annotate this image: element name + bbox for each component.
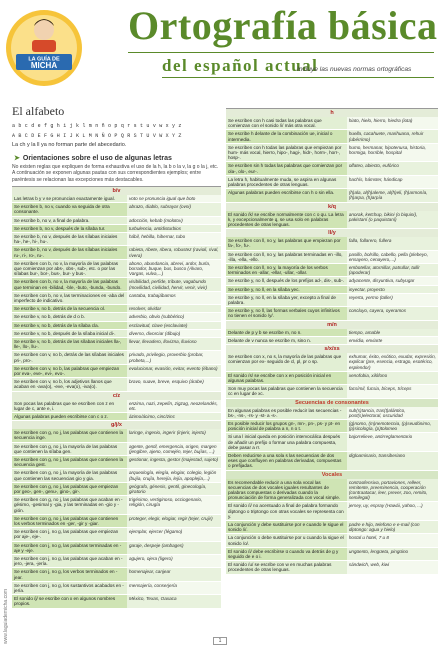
rule-example: adyacente, disyuntiva, subyugar xyxy=(347,277,438,284)
rule-example: visibilidad, perfide, tribute, vagabundo (movilidad, civilidad, hervir, venir, vivir) xyxy=(127,278,221,290)
rule-example: turbulencia, antidisturbios xyxy=(127,225,221,232)
rule-example: ejemplar, ejercer (légamo) xyxy=(127,528,221,540)
rule-row xyxy=(12,456,221,469)
rule-example: inyectar, proyecto xyxy=(347,286,438,293)
rule-row xyxy=(226,264,438,277)
alphabet-lower: a b c d e f g h i j k l m n ñ o p q r s t u v w x y z xyxy=(12,123,182,129)
rule-row xyxy=(12,313,221,321)
rule-row xyxy=(12,429,221,442)
rule-example: embotellar, atornillar, patrullar, tullir (apoderar) xyxy=(347,264,438,276)
header xyxy=(0,0,442,92)
rule-example: hábil, hebilla, hibernar, tubo xyxy=(127,233,221,245)
rule-example: envidia, enviarte xyxy=(347,337,438,344)
rule-example: resolver, olvidar xyxy=(127,305,221,312)
rule-text: Se escriben con g, no j, las palabras que contienen la secuencia inge. xyxy=(12,429,127,441)
rule-text: Delante de p y b se escribe m, no n. xyxy=(226,329,347,336)
rule-example: concluyo, cayera, oyeramos xyxy=(347,307,438,319)
rule-example: adocción, kebab (molotov) xyxy=(127,217,221,224)
rule-text: Se escriben con v, no b, los adjetivos llanos que acaban en -ava(o), -eve, -eva(o), -iva(o). xyxy=(12,378,127,390)
rule-text: Se escriben con g, no j, la mayoría de las palabras que contienen las secuencias gio y gia. xyxy=(12,469,127,481)
rule-row xyxy=(226,211,438,230)
orientaciones-title: Orientaciones sobre el uso de algunas letras xyxy=(22,154,172,162)
orientaciones-intro: No existen reglas que expliquen de forma exhaustiva el uso de la h, la b o la v, la g o la j, etc. A continuación se exponen algunas pautas con sus correspondientes ejemplos; entre paréntesis se relacionan las excepciones más destacables. xyxy=(12,164,219,183)
rule-row xyxy=(12,278,221,291)
rule-row xyxy=(226,307,438,320)
rule-row xyxy=(12,378,221,391)
rule-text: Se escribe b, no v, a final de palabra. xyxy=(12,217,127,224)
rule-example: digloamisario, transiberiano xyxy=(347,452,438,470)
rule-example: hostal u hotel, 7 u 8 xyxy=(347,534,438,546)
rule-example: garaje, despeje (ambages) xyxy=(127,542,221,554)
rule-text: Es recomendable reducir a una sola vocal las secuencias de dos vocales iguales resultantes de palabras compuestas o derivadas cuando la pronunciación de forma generalizada con vocal simple. xyxy=(226,479,347,502)
rule-example: sub(s)tancia, tras(t)alántico, post(s)electoral, oscuridad xyxy=(347,407,438,419)
alphabet-note: La ch y la ll ya no forman parte del abecedario. xyxy=(12,142,127,148)
svg-text:LA GUÍA DE: LA GUÍA DE xyxy=(28,56,60,63)
section-bar: b/v xyxy=(12,187,221,195)
rule-row xyxy=(226,433,438,452)
rule-example: facsímil, fucsia, bíceps, tríceps xyxy=(347,385,438,397)
rule-text: Se escribe y, no ll, en la sílaba yec. xyxy=(226,286,347,293)
rule-text: Se escriben con j, no g, los sustantivos acabados en -jería. xyxy=(12,582,127,594)
rule-row xyxy=(12,413,221,421)
rule-row xyxy=(226,420,438,433)
rule-text: Se escriben sin h todas las palabras que comienzan por ola-, olo-, eur-. xyxy=(226,162,347,174)
rule-row xyxy=(226,534,438,547)
section-bar: Vocales xyxy=(226,471,438,479)
alfabeto-title: El alfabeto xyxy=(12,104,65,118)
rule-row xyxy=(226,329,438,337)
rule-row xyxy=(12,195,221,203)
rule-example: hiato, hielo, hierro, hiedra (iota) xyxy=(347,117,438,129)
rule-row xyxy=(12,260,221,279)
left-rules-table xyxy=(12,186,221,609)
rule-example: (g)nomo, (m)nemotecnia, (p)seudónimo, (p)sicología, (p)tolomeo xyxy=(347,420,438,432)
rule-text: Se escribe h delante de la combinación ue, inicial o intermedia. xyxy=(226,130,347,142)
rule-example: exhumar, éxito, exótico, exudar, expresión, explicar (pre, esencia, estrago, esotérico, esplendor) xyxy=(347,353,438,371)
rule-text: Se escriben con v, no b, las palabras que empiezan por eva-, eve-, evi-, evo-. xyxy=(12,365,127,377)
micha-logo xyxy=(2,4,86,90)
rule-row xyxy=(226,407,438,420)
rule-row xyxy=(226,452,438,471)
rule-example: jersey, uy, espray (Hawái, yahoo, ...) xyxy=(347,502,438,520)
rule-text: Se escriben b, no v, después de la sílaba tur. xyxy=(12,225,127,232)
rule-row xyxy=(12,515,221,528)
rule-row xyxy=(12,225,221,233)
rule-example: cantaba, trabajábamos xyxy=(127,292,221,304)
side-url-strip xyxy=(3,560,11,644)
rule-example: ázimo/ácimo, cinc/zinc xyxy=(127,413,221,420)
rule-row xyxy=(12,233,221,246)
rule-example: trigésimo, vertiginoso, occiogenario, religión, cirugía xyxy=(127,496,221,514)
section-bar: c/z xyxy=(12,392,221,400)
rule-row xyxy=(226,385,438,398)
rule-text: La conjunción y debe sustituirse por e cuando le sigue el sonido /i/. xyxy=(226,521,347,533)
rule-text: Se escriben con b, no v, las terminaciones en -aba del imperfecto de indicativo. xyxy=(12,292,127,304)
rule-row xyxy=(226,237,438,250)
left-column xyxy=(12,104,221,639)
rule-row xyxy=(226,189,438,202)
subtitle-rule xyxy=(162,77,434,78)
rule-row xyxy=(12,595,221,608)
rule-text: Algunas palabras pueden escribirse con h o sin ella. xyxy=(226,189,347,201)
page-title: Ortografía básica xyxy=(128,3,438,48)
rule-example: esclavitud, clave (esclaviate) xyxy=(127,322,221,329)
rule-row xyxy=(12,351,221,364)
rule-text: Se escribe b, no v, después de las sílabas iniciales ha-, he-, hi-, hu-. xyxy=(12,233,127,245)
svg-text:MICHA: MICHA xyxy=(30,61,58,70)
rule-example: gestionar, ingesta, gestor (majestad, sujeto) xyxy=(127,456,221,468)
rule-row xyxy=(12,400,221,413)
rule-example: contraofensiva, portaviones, relleer, remitente, preeminencia, cooperación (contraatacar, leer, prever, zoo, remito, semilegal) xyxy=(347,479,438,502)
rule-example: hachís, hámster, hándicap xyxy=(347,176,438,188)
rule-text: Se escriben con ll, no y, las palabras que empiezan por fa-, fo-, fu-. xyxy=(226,237,347,249)
rule-text: Se escriben con x, no s, la mayoría de las palabras que comienzan por ex- seguido de cl, pl, pr o sp. xyxy=(226,353,347,371)
rule-row xyxy=(226,337,438,345)
rule-row xyxy=(226,251,438,264)
rule-row xyxy=(226,277,438,285)
header-note: Incluye las nuevas normas ortográficas xyxy=(297,66,412,73)
rule-example: bravo, suave, breve, esquivo (árabe) xyxy=(127,378,221,390)
alphabet-upper: A B C D E F G H I J K L M N Ñ O P Q R S T U V W X Y Z xyxy=(12,133,182,139)
rule-row xyxy=(12,330,221,338)
rule-example: llevar, llevadero, llovizna, lluvioso xyxy=(127,338,221,350)
rule-row xyxy=(226,548,438,561)
rule-example: agujero, ojera (ligero) xyxy=(127,555,221,567)
rule-row xyxy=(226,353,438,372)
rule-example: adverbio, obvio (subbético) xyxy=(127,313,221,320)
rule-text: Se escriben con g, no j, las palabras que contienen la secuencia gest. xyxy=(12,456,127,468)
rule-example: enzima, nazi, zepelín, zigzag, neozelandés, etc. xyxy=(127,400,221,412)
rule-text: Deben reducirse a una sola s las secuencias de dos eses que confluyen en palabras derivadas, compuestas o prefijadas. xyxy=(226,452,347,470)
rule-text: Se escribe v, no b, detrás de la sílaba cla. xyxy=(12,322,127,329)
section-bar: s/x/xs xyxy=(226,345,438,353)
rule-example: sándwich, web, kiwi xyxy=(347,561,438,573)
rule-row xyxy=(226,521,438,534)
rule-row xyxy=(12,292,221,305)
rule-row xyxy=(12,496,221,515)
rule-example: humo, hermanar, hipotenusa, historia, hormiga, horrible, hospital xyxy=(347,144,438,162)
rule-text: Se escriben con g, no j, la mayoría de las palabras que contienen la sílaba gen. xyxy=(12,443,127,455)
rule-text: El sonido /i/ debe escribirse ü cuando va detrás de g y seguido de e o i. xyxy=(226,548,347,560)
rule-row xyxy=(12,469,221,482)
rule-row xyxy=(226,561,438,574)
title-rule xyxy=(128,52,434,53)
section-bar: m/n xyxy=(226,321,438,329)
rule-row xyxy=(226,144,438,163)
rule-text: Se escriben b, no v, cuando va seguida de otra consonante. xyxy=(12,203,127,215)
rule-example: geógrafo, génesis, gentil, ginecología, giratorio xyxy=(127,483,221,495)
rule-text: El sonido /k/ se escribe normalmente con c o qu. La letra k, y excepcionalmente q, se usa solo en palabras procedentes de otras lenguas. xyxy=(226,211,347,229)
rule-text: Las letras b y v se pronuncian exactamente igual. xyxy=(12,195,127,202)
rule-example: homenajear, canjear xyxy=(127,568,221,580)
rule-example: tiempo, amable xyxy=(347,329,438,336)
rule-text: Delante de v nunca se escribe m, sino n. xyxy=(226,337,347,344)
chevron-right-icon: ➤ xyxy=(14,155,20,162)
rule-text: Se escribe y, no ll, en la sílaba yer, excepto a final de palabra. xyxy=(226,294,347,306)
rule-text: Se escribe v, no b, detrás de las sílabas iniciales lla-, lle-, llo-, llu-. xyxy=(12,338,127,350)
section-bar: h xyxy=(226,109,438,117)
rule-row xyxy=(226,130,438,143)
rule-row xyxy=(12,322,221,330)
rule-example: evolucionar, evasión, evitar, evento (ébano) xyxy=(127,365,221,377)
rule-row xyxy=(226,176,438,189)
rule-text: Se escriben con b, no v, la mayoría de las palabras que terminan en -bilidad, -ble, -buto, -bunda, -bundo. xyxy=(12,278,127,290)
rule-text: Se escriben con b, no v, la mayoría de las palabras que comienzan por abs-, obs-, sub-, etc. o por las sílabas bur-, bor-, bus-, bur- y bus-. xyxy=(12,260,127,278)
rule-example: abono, abundancia, abrevi, ardor, burla, borrador, buque, bus, busco (Álvaro, Vargas, vulva,...) xyxy=(127,260,221,278)
rule-text: La conjunción o debe sustituirse por u cuando la sigue el sonido /o/. xyxy=(226,534,347,546)
rule-example: agente, gentil, emergencia, origen, margen (jengibre, ajeno, comején, tejer, bujías, ...) xyxy=(127,443,221,455)
rule-row xyxy=(12,582,221,595)
rule-row xyxy=(12,217,221,225)
rule-example: mensajería, conserjería xyxy=(127,582,221,594)
rule-row xyxy=(226,162,438,175)
rule-example: olfateo, abiecto, eufórico xyxy=(347,162,438,174)
rule-text: Se escriben con ll, no y, las palabras terminadas en -illo, -illa, -ella, -ello. xyxy=(226,251,347,263)
rule-example: (h)ala, al(h)aleme, al(h)eli, (h)armonía, (h)arpa, (h)arpía xyxy=(347,189,438,201)
rule-text: Se escriben con g, no j, las palabras que acaban en -gésimo, -gesimal y -gia, y las terminadas en -gio y -gión. xyxy=(12,496,127,514)
right-rules-table xyxy=(226,108,438,575)
rule-row xyxy=(12,542,221,555)
rule-row xyxy=(12,528,221,541)
rule-text: Se escribe b, no v, después de las sílabas iniciales ru-, ri-, ro-, ru-. xyxy=(12,246,127,258)
rule-example: voto se pronuncia igual que boto xyxy=(127,195,221,202)
rule-row xyxy=(226,479,438,503)
rule-text: En algunas palabras es posible reducir las secuencias -bs-, -ns-, -rs- y -st- a -s-. xyxy=(226,407,347,419)
rule-example: padre e hijo, telefono e e-mail (con diptongo: agua y hielo) xyxy=(347,521,438,533)
rule-example: xenofobia, xilófono xyxy=(347,372,438,384)
rule-example: laringe, ingenio, ingerir (injerir, injerto) xyxy=(127,429,221,441)
rule-row xyxy=(226,286,438,294)
rule-text: Se escriben con j, no g, las palabras que empiezan por aje-, eje-. xyxy=(12,528,127,540)
rule-row xyxy=(226,117,438,130)
rule-example: falla, follarero, fullera xyxy=(347,237,438,249)
rule-text: La letra h, habitualmente muda, se aspira en algunas palabras procedentes de otras lenguas. xyxy=(226,176,347,188)
rule-text: Se escribe v, no b, después de la sílaba inicial di-. xyxy=(12,330,127,337)
rule-text: Se escriben con h todas las palabras que empiezan por hum- más vocal, hierro, hipo-, hagi-, hidr-, horm-, horr-, hosp-. xyxy=(226,144,347,162)
rule-row xyxy=(12,246,221,259)
rule-row xyxy=(226,502,438,521)
rule-text: El sonido /s/ se escribe con x en posición inicial en algunas palabras. xyxy=(226,372,347,384)
page-subtitle: del español actual xyxy=(162,56,319,75)
rule-text: Algunas palabras pueden escribirse con c o z. xyxy=(12,413,127,420)
rule-text: Se escriben con h casi todas las palabras que comienzan con el sonido /i/ más otra vocal. xyxy=(226,117,347,129)
rule-row xyxy=(12,338,221,351)
rule-text: Se escribe v, no b, detrás de la secuencia ol. xyxy=(12,305,127,312)
section-bar: ll/y xyxy=(226,229,438,237)
rule-example: México, Texas, Oaxaca xyxy=(127,595,221,607)
rule-text: Se escriben con g, no j, las palabras que contienen los verbos terminados en -ger, -gir y -giar. xyxy=(12,515,127,527)
rule-row xyxy=(12,568,221,581)
rule-text: El sonido /u/ se escribe con w en muchas palabras procedentes de otras lenguas. xyxy=(226,561,347,573)
side-url: www.laguiademicha.com xyxy=(3,588,9,644)
rule-row xyxy=(12,443,221,456)
rule-row xyxy=(226,372,438,385)
rule-example: huella, cacahuete, marihuana, rehuir (ubérrimo) xyxy=(347,130,438,142)
rule-text: Se escriben con j, no g, las palabras terminadas en -aje y -eje. xyxy=(12,542,127,554)
rule-text: Se escriben con j, no g, las palabras que acaban en -jero, -jera, -jería. xyxy=(12,555,127,567)
rule-text: Es posible reducir los grupos gn-, mn-, pn-, ps- y pt- en posición inicial de palabra a n, n o t. xyxy=(226,420,347,432)
rule-example: abrazo, diablo, subrayar (ovni) xyxy=(127,203,221,215)
rule-text: Se escribe y, no ll, después de los prefijos ad-, dis-, sub-. xyxy=(226,277,347,284)
rule-text: Se escribe v, no b, detrás de d o b. xyxy=(12,313,127,320)
rule-row xyxy=(12,305,221,313)
rule-text: Se escriben con g, no j, las palabras que empiezan por geo-, gen-, genu-, gino-, gir-. xyxy=(12,483,127,495)
section-bar: g/j/x xyxy=(12,421,221,429)
right-column xyxy=(226,108,438,640)
orientaciones-heading xyxy=(14,154,221,162)
rule-example: diverso, divorciar (dibujo) xyxy=(127,330,221,337)
rule-example: privado, privilegio, proverbio (probar, probeta,...) xyxy=(127,351,221,363)
rule-text: Se escribe y, no ll, las formas verbales cuyos infinitivos no tienen el sonido /y/. xyxy=(226,307,347,319)
rule-row xyxy=(12,365,221,378)
rule-row xyxy=(226,294,438,307)
rule-example: reyerta, yermo (taller) xyxy=(347,294,438,306)
rule-text: Si una l inicial queda en posición intervocálica después de añadir un prefijo o formar una palabra compuesta, debe pasar a rr. xyxy=(226,433,347,451)
rule-text: El sonido /i/ no acentuado a final de palabra formando diptongo o triptongo con otras vocales se representa con y. xyxy=(226,502,347,520)
rule-example: rabieta, ribete, ribera, robustez (ravioli, rival, rivera) xyxy=(127,246,221,258)
rule-example: anorak, ketchup, bikini (o biquini), pakistaní (o paquistaní) xyxy=(347,211,438,229)
rule-text: Son pocas las palabras que se escriben con z en lugar de c, ante e, i. xyxy=(12,400,127,412)
rule-example: ungüento, lengüeta, pingüino xyxy=(347,548,438,560)
rule-text: Son muy pocas las palabras que contienen la secuencia cc en lugar de xc. xyxy=(226,385,347,397)
rule-text: El sonido /j/ se escribe con x en algunos nombres propios. xyxy=(12,595,127,607)
page-number: 1 xyxy=(213,637,227,645)
rule-example: pasillo, bolsillo, cabello, pella (plebeyo, ensayero, cenayero,...) xyxy=(347,251,438,263)
rule-text: Se escriben con v, no b, detrás de las sílabas iniciales pri-, pro-. xyxy=(12,351,127,363)
rule-row xyxy=(12,555,221,568)
section-bar: Secuencias de consonantes xyxy=(226,399,438,407)
rule-text: Se escriben con ll, no y, la mayoría de los verbos terminados en -allar, -ellar, -ullar, -ollar. xyxy=(226,264,347,276)
rule-example: arqueología, elegía, elogiar, colegio, legión (bujía, crujía, herejía, lejía, apoplejía,...) xyxy=(127,469,221,481)
rule-row xyxy=(12,483,221,496)
section-bar: k/q xyxy=(226,203,438,211)
rule-example: proteger, elegir, elogiar, regir (tejer, crujir) xyxy=(127,515,221,527)
rule-row xyxy=(12,203,221,216)
rule-example: bajorrelieve, antirreglamentario xyxy=(347,433,438,451)
rule-text: Se escriben con j, no g, los verbos terminados en -jear. xyxy=(12,568,127,580)
